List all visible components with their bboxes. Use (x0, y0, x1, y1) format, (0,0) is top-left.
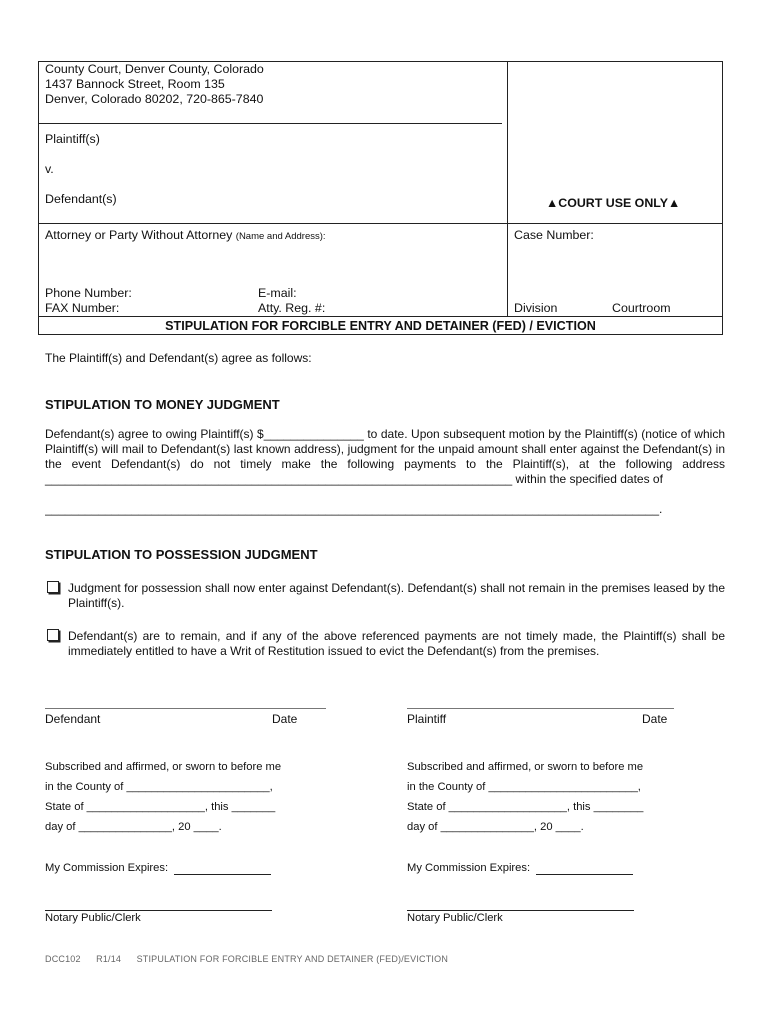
notary-right-commission: My Commission Expires: (407, 862, 531, 874)
notary-left-signature-line[interactable] (45, 910, 272, 911)
notary-right-line4: day of _______________, 20 ____. (407, 821, 584, 833)
title-top-border (38, 316, 723, 317)
possession-option2-text: Defendant(s) are to remain, and if any of the above referenced payments are not timely made, the Plaintiff(s) shall be immediately entitled to have a Writ of Restitution issued to evict the Defendant(s) from the premises. (68, 629, 725, 658)
notary-right-commission-line[interactable] (536, 874, 633, 875)
party-separator (38, 223, 723, 224)
plaintiff-signature-label: Plaintiff (407, 712, 447, 726)
court-use-only: ▲COURT USE ONLY▲ (546, 196, 681, 210)
courtroom-label: Courtroom (612, 301, 671, 315)
notary-left-clerk: Notary Public/Clerk (45, 912, 141, 924)
intro-text: The Plaintiff(s) and Defendant(s) agree as follows: (45, 351, 312, 365)
atty-reg-label: Atty. Reg. #: (258, 301, 326, 315)
possession-option1-text: Judgment for possession shall now enter against Defendant(s). Defendant(s) shall not remain in the premises leased by the Plaintiff(s). (68, 581, 725, 610)
defendant-label: Defendant(s) (45, 192, 117, 206)
title-bottom-border (38, 334, 723, 335)
plaintiff-label: Plaintiff(s) (45, 132, 100, 146)
possession-option2-checkbox[interactable] (47, 629, 59, 641)
division-label: Division (514, 301, 558, 315)
notary-left-line4: day of _______________, 20 ____. (45, 821, 222, 833)
case-number-label: Case Number: (514, 228, 594, 242)
possession-option1-checkbox[interactable] (47, 581, 59, 593)
notary-left-line1: Subscribed and affirmed, or sworn to before me (45, 761, 282, 773)
court-address: 1437 Bannock Street, Room 135 (45, 77, 225, 91)
notary-right-line1: Subscribed and affirmed, or sworn to before me (407, 761, 644, 773)
plaintiff-date-label: Date (642, 712, 668, 726)
versus-label: v. (45, 162, 54, 176)
court-city-phone: Denver, Colorado 80202, 720-865-7840 (45, 92, 264, 106)
money-judgment-heading: STIPULATION TO MONEY JUDGMENT (45, 397, 280, 412)
caption-column-divider (507, 61, 508, 316)
notary-right-clerk: Notary Public/Clerk (407, 912, 503, 924)
notary-right-line3: State of ___________________, this ________ (407, 801, 644, 813)
defendant-signature-line[interactable] (45, 708, 326, 709)
plaintiff-signature-line[interactable] (407, 708, 674, 709)
form-title: STIPULATION FOR FORCIBLE ENTRY AND DETAINER (FED) / EVICTION (165, 319, 596, 333)
defendant-date-label: Date (272, 712, 298, 726)
money-judgment-text: Defendant(s) agree to owing Plaintiff(s) $_______________ to date. Upon subsequent motion by the Plaintiff(s) (notice of which Plaintiff(s) will mail to Defendant(s) last known address), judgment for the unpaid amount shall enter against the Defendant(s) in the event Defendant(s) do not timely make the following payments to the Plaintiff(s), at the following address ______________________________________________________________________ within the specified dates of (45, 427, 725, 486)
attorney-label (45, 228, 326, 244)
notary-left-commission: My Commission Expires: (45, 862, 169, 874)
notary-left-line2: in the County of _______________________, (45, 781, 273, 793)
defendant-signature-label: Defendant (45, 712, 101, 726)
notary-right-signature-line[interactable] (407, 910, 634, 911)
attorney-label-note: (Name and Address): (235, 231, 326, 242)
footer-revision: R1/14 (96, 954, 122, 964)
phone-label: Phone Number: (45, 286, 132, 300)
attorney-label-text: Attorney or Party Without Attorney (45, 228, 233, 242)
money-judgment-final-line: ____________________________________________________________________________________________. (45, 502, 663, 516)
footer-form-title: STIPULATION FOR FORCIBLE ENTRY AND DETAINER (FED)/EVICTION (136, 954, 449, 964)
fax-label: FAX Number: (45, 301, 120, 315)
caption-left-border (38, 61, 39, 335)
court-separator (38, 123, 502, 124)
court-name: County Court, Denver County, Colorado (45, 62, 264, 76)
caption-right-border (722, 61, 723, 335)
notary-left-line3: State of ___________________, this _______ (45, 801, 276, 813)
notary-left-commission-line[interactable] (174, 874, 271, 875)
possession-judgment-heading: STIPULATION TO POSSESSION JUDGMENT (45, 547, 318, 562)
footer (45, 954, 448, 964)
footer-form-id: DCC102 (45, 954, 81, 964)
email-label: E-mail: (258, 286, 297, 300)
notary-right-line2: in the County of ________________________, (407, 781, 641, 793)
